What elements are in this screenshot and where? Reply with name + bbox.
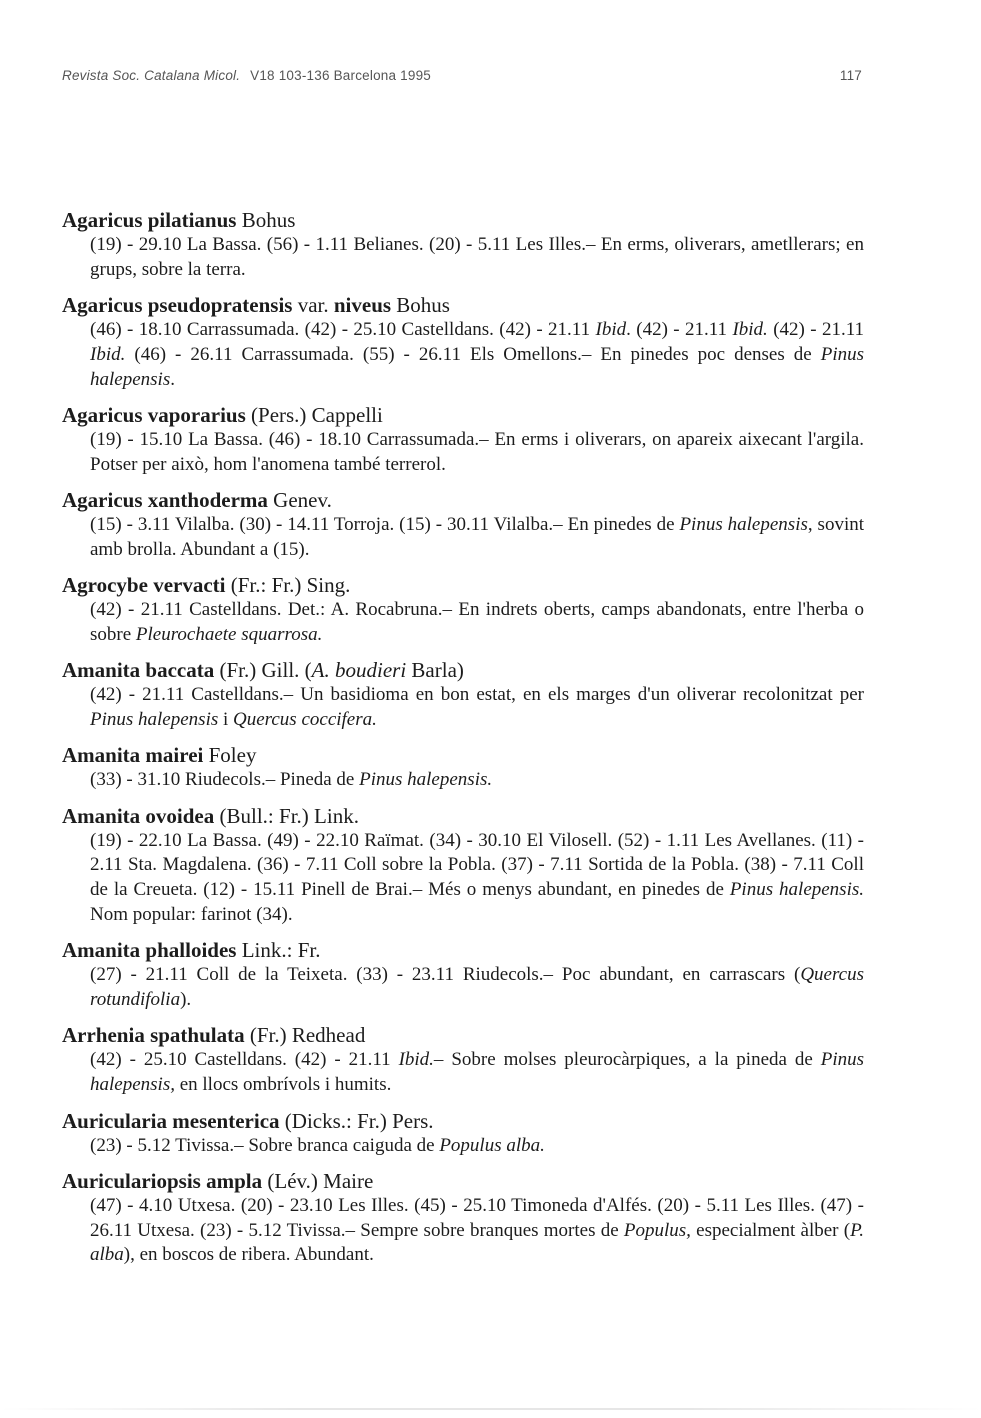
genus-name: Amanita bbox=[62, 803, 141, 828]
italic-taxon: P. alba bbox=[90, 1219, 864, 1266]
genus-name: Amanita bbox=[62, 938, 141, 963]
collection-records bbox=[62, 1134, 864, 1159]
species-name bbox=[62, 292, 864, 318]
species-epithet: pseudopratensis bbox=[147, 293, 293, 318]
italic-taxon: Pinus halepensis bbox=[90, 343, 864, 390]
record-text: . (42) - 21.11 bbox=[626, 319, 733, 341]
species-entry bbox=[62, 742, 864, 793]
species-epithet: mesenterica bbox=[172, 1108, 280, 1133]
genus-name: Agaricus bbox=[62, 208, 143, 232]
species-name bbox=[62, 1168, 864, 1194]
species-epithet: xanthoderma bbox=[147, 488, 268, 513]
italic-taxon: Quercus coccifera. bbox=[233, 709, 377, 731]
record-text: en llocs ombrívols i humits. bbox=[174, 1074, 392, 1096]
collection-records bbox=[62, 233, 864, 283]
species-entry bbox=[62, 803, 864, 928]
italic-taxon: Ibid. bbox=[732, 319, 768, 341]
species-entry bbox=[62, 207, 864, 283]
record-text: (46) - 18.10 Carrassumada. (42) - 25.10 Castelldans. (42) - 21.11 bbox=[90, 319, 596, 341]
species-entry bbox=[62, 402, 864, 478]
record-text: Nom popular: farinot (34). bbox=[90, 904, 293, 926]
genus-name: Amanita bbox=[62, 743, 141, 768]
record-text: (33) - 31.10 Riudecols.– Pineda de bbox=[90, 769, 360, 791]
species-name bbox=[62, 207, 864, 233]
species-name bbox=[62, 742, 864, 768]
italic-taxon: Pinus halepensis, bbox=[90, 1049, 864, 1096]
record-text: – Sobre molses pleurocàrpiques, a la pineda de bbox=[433, 1049, 821, 1071]
species-epithet: baccata bbox=[145, 658, 215, 683]
species-entry bbox=[62, 1168, 864, 1268]
italic-taxon: Populus alba. bbox=[439, 1134, 545, 1156]
collection-records bbox=[62, 768, 864, 793]
species-epithet: pilatianus bbox=[147, 208, 237, 232]
italic-taxon: Pinus halepensis. bbox=[359, 769, 493, 791]
italic-taxon: Ibid. bbox=[90, 343, 126, 365]
italic-taxon: Quercus rotundifolia bbox=[90, 964, 864, 1011]
genus-name: Agrocybe bbox=[62, 573, 148, 598]
italic-taxon: Pinus halepensis. bbox=[729, 879, 865, 901]
species-epithet: ovoidea bbox=[145, 803, 215, 828]
genus-name: Agaricus bbox=[62, 293, 143, 318]
genus-name: Agaricus bbox=[62, 488, 143, 513]
species-epithet: ampla bbox=[206, 1168, 263, 1193]
record-text: ). bbox=[180, 989, 192, 1011]
italic-taxon: Pleurochaete squarrosa. bbox=[135, 623, 323, 645]
species-entry bbox=[62, 937, 864, 1013]
record-text: i bbox=[218, 709, 234, 731]
species-entry bbox=[62, 657, 864, 733]
author-citation: (Fr.) Redhead bbox=[244, 1023, 366, 1048]
species-epithet: spathulata bbox=[150, 1023, 245, 1048]
collection-records bbox=[62, 428, 864, 478]
species-entry bbox=[62, 1022, 864, 1098]
record-text: . bbox=[170, 368, 175, 390]
collection-records bbox=[62, 683, 864, 733]
species-epithet: mairei bbox=[145, 743, 204, 768]
species-entry bbox=[62, 572, 864, 648]
record-text: ), en boscos de ribera. Abundant. bbox=[123, 1244, 374, 1266]
record-text: especialment àlber ( bbox=[690, 1219, 851, 1241]
italic-taxon: Ibid bbox=[595, 319, 627, 341]
collection-records bbox=[62, 318, 864, 392]
page-number: 117 bbox=[839, 68, 862, 83]
author-citation: Bohus bbox=[236, 208, 296, 232]
species-name bbox=[62, 402, 864, 428]
author-citation: (Dicks.: Fr.) Pers. bbox=[279, 1108, 434, 1133]
record-text: (42) - 21.11 bbox=[767, 319, 865, 341]
species-name bbox=[62, 657, 864, 683]
species-entry bbox=[62, 292, 864, 392]
record-text: (23) - 5.12 Tivissa.– Sobre branca caiguda de bbox=[90, 1134, 440, 1156]
species-name bbox=[62, 487, 864, 513]
species-name bbox=[62, 937, 864, 963]
record-text: (15) - 3.11 Vilalba. (30) - 14.11 Torroja. (15) - 30.11 Vilalba.– En pinedes de bbox=[90, 514, 680, 536]
species-name bbox=[62, 1108, 864, 1134]
author-citation: var. bbox=[292, 293, 334, 318]
genus-name: Arrhenia bbox=[62, 1023, 145, 1048]
collection-records bbox=[62, 1048, 864, 1098]
species-epithet: phalloides bbox=[145, 938, 237, 963]
author-citation: Foley bbox=[203, 743, 257, 768]
genus-name: Agaricus bbox=[62, 402, 143, 427]
record-text: , sovint amb brolla. Abundant a (15). bbox=[90, 514, 865, 560]
author-citation: (Fr.) Gill. ( bbox=[214, 658, 312, 683]
collection-records bbox=[62, 513, 864, 563]
author-citation: Link.: Fr. bbox=[236, 938, 321, 963]
italic-taxon: Pinus halepensis bbox=[90, 709, 219, 731]
record-text: (19) - 29.10 La Bassa. (56) - 1.11 Belianes. (20) - 5.11 Les Illes.– En erms, oliverars, ametllerars; en grups, sobre la terra. bbox=[90, 234, 864, 280]
species-epithet: vervacti bbox=[153, 573, 226, 598]
variety-name: niveus bbox=[333, 293, 392, 318]
record-text: (42) - 21.11 Castelldans. Det.: A. Rocabruna.– En indrets oberts, camps abandonats, entre l'herba o sobre bbox=[90, 599, 864, 645]
italic-taxon: Ibid. bbox=[398, 1049, 434, 1071]
italic-taxon: Pinus halepensis bbox=[679, 514, 808, 536]
synonym-name: A. boudieri bbox=[311, 658, 407, 683]
author-citation: Genev. bbox=[267, 488, 332, 513]
record-text: (46) - 26.11 Carrassumada. (55) - 26.11 Els Omellons.– En pinedes poc denses de bbox=[125, 343, 821, 365]
italic-taxon: Populus, bbox=[623, 1219, 691, 1241]
author-citation: Barla) bbox=[406, 658, 464, 683]
species-epithet: vaporarius bbox=[147, 402, 246, 427]
species-list bbox=[62, 207, 864, 1278]
record-text: (47) - 4.10 Utxesa. (20) - 23.10 Les Illes. (45) - 25.10 Timoneda d'Alfés. (20) - 5.11 Les Illes. (47) - 26.11 Utxesa. (23) - 5.12 Tivissa.– Sempre sobre branques mortes de bbox=[90, 1194, 864, 1241]
author-citation: (Fr.: Fr.) Sing. bbox=[225, 573, 351, 598]
record-text: (42) - 25.10 Castelldans. (42) - 21.11 bbox=[90, 1049, 399, 1071]
author-citation: Bohus bbox=[391, 293, 450, 318]
genus-name: Amanita bbox=[62, 658, 141, 683]
running-head bbox=[62, 68, 862, 83]
journal-title: Revista Soc. Catalana Micol. bbox=[62, 68, 241, 83]
author-citation: (Bull.: Fr.) Link. bbox=[214, 803, 359, 828]
record-text: (19) - 15.10 La Bassa. (46) - 18.10 Carrassumada.– En erms i oliverars, on apareix aixecant l'argila. Potser per això, hom l'anomena també terrerol. bbox=[90, 428, 864, 475]
collection-records bbox=[62, 598, 864, 648]
record-text: (42) - 21.11 Castelldans.– Un basidioma en bon estat, en els marges d'un oliverar recolonitzat per bbox=[90, 684, 864, 706]
species-entry bbox=[62, 1108, 864, 1159]
author-citation: (Pers.) Cappelli bbox=[245, 402, 383, 427]
genus-name: Auricularia bbox=[62, 1108, 167, 1133]
volume-info: V18 103-136 Barcelona 1995 bbox=[250, 68, 431, 83]
collection-records bbox=[62, 829, 864, 928]
species-entry bbox=[62, 487, 864, 563]
collection-records bbox=[62, 963, 864, 1013]
scan-edge-line bbox=[0, 1408, 981, 1410]
author-citation: (Lév.) Maire bbox=[262, 1168, 374, 1193]
species-name bbox=[62, 1022, 864, 1048]
species-name bbox=[62, 803, 864, 829]
species-name bbox=[62, 572, 864, 598]
record-text: (19) - 22.10 La Bassa. (49) - 22.10 Raïmat. (34) - 30.10 El Vilosell. (52) - 1.11 Les Avellanes. (11) - 2.11 Sta. Magdalena. (36) - 7.11 Coll sobre la Pobla. (37) - 7.11 Sortida de la Pobla. (38) - 7.11 Coll de la Creueta. (12) - 15.11 Pinell de Brai.– Més o menys abundant, en pinedes de bbox=[90, 829, 864, 901]
genus-name: Auriculariopsis bbox=[62, 1168, 201, 1193]
collection-records bbox=[62, 1194, 864, 1268]
record-text: (27) - 21.11 Coll de la Teixeta. (33) - 23.11 Riudecols.– Poc abundant, en carrascars ( bbox=[90, 964, 801, 986]
